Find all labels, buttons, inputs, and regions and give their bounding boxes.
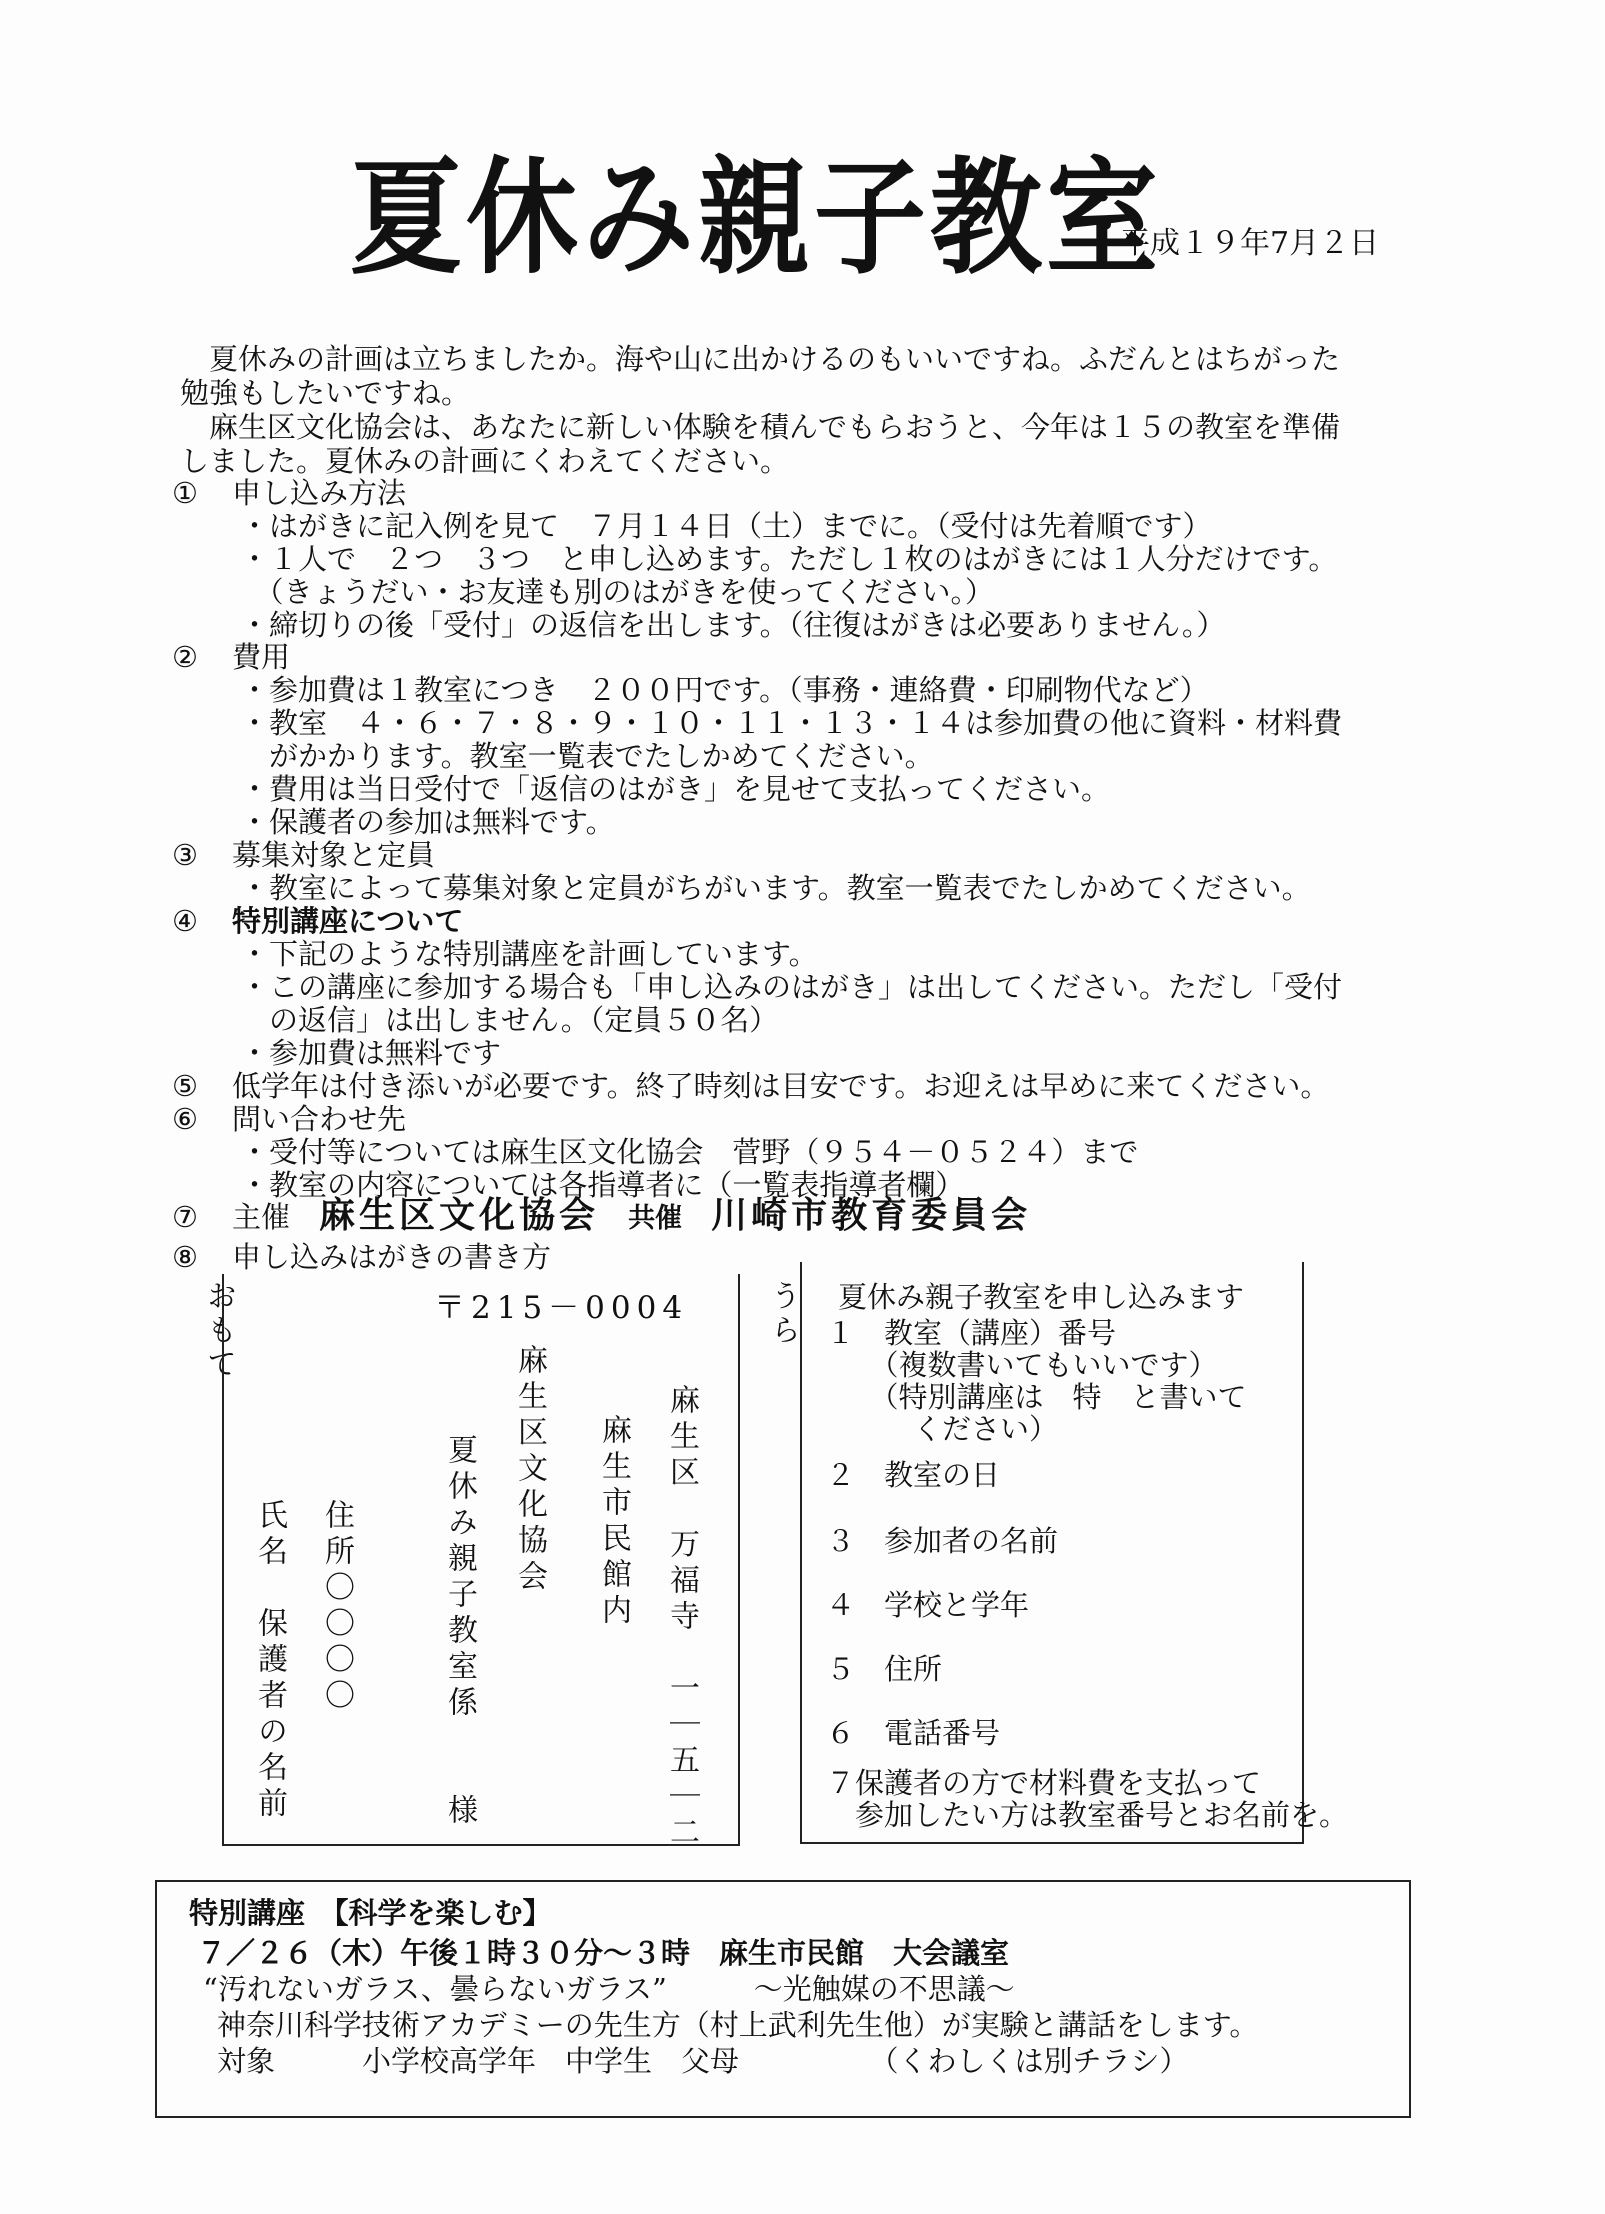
postcard-back-label: うら (765, 1280, 800, 1348)
section-title: 申し込みはがきの書き方 (232, 1240, 552, 1274)
postcard-back-heading: 夏休み親子教室を申し込みます (838, 1280, 1245, 1314)
recipient-name: 麻生区文化協会 (512, 1344, 547, 1596)
section-number: ⑦ (172, 1200, 198, 1234)
issue-date: 平成１９年7月２日 (1120, 226, 1380, 261)
section-item: ・はがきに記入例を見て ７月１４日（土）までに。（受付は先着順です） (240, 509, 1212, 543)
postcard-back-item: ３ 参加者の名前 (826, 1524, 1059, 1558)
organizer-name: 麻生区文化協会 (319, 1194, 600, 1236)
recipient-address: 麻生市民館内 (596, 1414, 631, 1630)
section-number: ② (172, 640, 198, 674)
special-lecture-description: 神奈川科学技術アカデミーの先生方（村上武利先生他）が実験と講話をします。 (217, 2008, 1259, 2042)
section-item: ・教室の内容については各指導者に（一覧表指導者欄） (240, 1168, 965, 1202)
section-2-heading (172, 640, 290, 674)
intro-line: 夏休みの計画は立ちましたか。海や山に出かけるのもいいですね。ふだんとはちがった (180, 342, 1341, 376)
co-organizer-name: 川崎市教育委員会 (711, 1194, 1032, 1236)
postcard-back-item: ５ 住所 (826, 1652, 943, 1686)
section-item: ・費用は当日受付で「返信のはがき」を見せて支払ってください。 (240, 772, 1111, 806)
postcard-front (222, 1274, 740, 1852)
special-lecture-header: 特別講座 【科学を楽しむ】 (189, 1896, 552, 1930)
page-title: 夏休み親子教室 (350, 146, 1162, 292)
postcard-back-item: （特別講座は 特 と書いて (826, 1380, 1247, 1414)
postcard-back-item: ７保護者の方で材料費を支払って (826, 1766, 1262, 1800)
section-title: 募集対象と定員 (232, 838, 436, 872)
postcard-front-label: おもて (201, 1280, 236, 1382)
section-number: ① (172, 476, 198, 510)
section-title: 特別講座について (232, 904, 464, 938)
intro-line: 麻生区文化協会は、あなたに新しい体験を積んでもらおうと、今年は１５の教室を準備 (180, 410, 1341, 444)
section-item: ・１人で ２つ ３つ と申し込めます。ただし１枚のはがきには１人分だけです。 (240, 542, 1338, 576)
postcard-back-item: ４ 学校と学年 (826, 1588, 1030, 1622)
section-item: ・教室 ４・６・７・８・９・１０・１１・１３・１４は参加費の他に資料・材料費 (240, 706, 1343, 740)
recipient-name: 夏休み親子教室係 様 (442, 1434, 477, 1830)
postal-code: 〒215－0004 (434, 1290, 689, 1326)
recipient-address: 麻生区 万福寺 一｜五｜二 (664, 1384, 699, 1852)
section-8-heading (172, 1240, 551, 1274)
section-7-heading (172, 1194, 1031, 1240)
co-organizer-label: 共催 (628, 1203, 683, 1234)
postcard-back (800, 1262, 1349, 1844)
section-item: ・この講座に参加する場合も「申し込みのはがき」は出してください。ただし「受付 (240, 970, 1343, 1004)
section-6-heading (172, 1102, 406, 1136)
postcard-back-item: （複数書いてもいいです） (826, 1348, 1218, 1382)
section-item: ・下記のような特別講座を計画しています。 (240, 937, 818, 971)
section-4-heading (172, 904, 463, 938)
section-item: ・教室によって募集対象と定員がちがいます。教室一覧表でたしかめてください。 (240, 871, 1311, 905)
postcard-back-item: ６ 電話番号 (826, 1716, 1001, 1750)
section-item: （きょうだい・お友達も別のはがきを使ってください。） (240, 575, 995, 609)
section-item: の返信」は出しません。（定員５０名） (240, 1003, 779, 1037)
special-lecture-box (155, 1880, 1411, 2118)
postcard-back-item: ２ 教室の日 (826, 1458, 1001, 1492)
organizer-label: 主催 (232, 1200, 291, 1234)
postcard-back-item: １ 教室（講座）番号 (826, 1316, 1117, 1350)
section-number: ③ (172, 838, 198, 872)
section-5-heading (172, 1069, 1329, 1103)
section-3-heading (172, 838, 435, 872)
section-item: ・締切りの後「受付」の返信を出します。（往復はがきは必要ありません。） (240, 608, 1226, 642)
section-item: ・参加費は１教室につき ２００円です。（事務・連絡費・印刷物代など） (240, 673, 1209, 707)
section-number: ⑥ (172, 1102, 198, 1136)
section-item: ・保護者の参加は無料です。 (240, 805, 615, 839)
intro-line: 勉強もしたいですね。 (180, 376, 471, 410)
postcard-back-item: ください） (826, 1412, 1059, 1446)
special-lecture-schedule: ７／２６（木）午後１時３０分～３時 麻生市民館 大会議室 (197, 1936, 1010, 1970)
section-item: ・参加費は無料です (240, 1036, 502, 1070)
special-lecture-target: 対象 小学校高学年 中学生 父母 （くわしくは別チラシ） (217, 2044, 1189, 2078)
sender-address: 住所〇〇〇〇 (319, 1499, 354, 1715)
section-title: 費用 (232, 640, 291, 674)
special-lecture-subtitle: “汚れないガラス、曇らないガラス” ～光触媒の不思議～ (203, 1972, 1015, 2006)
intro-line: しました。夏休みの計画にくわえてください。 (180, 444, 790, 478)
sender-name: 氏名 保護者の名前 (252, 1499, 287, 1823)
section-number: ⑤ (172, 1069, 198, 1103)
section-title: 問い合わせ先 (232, 1102, 407, 1136)
section-number: ⑧ (172, 1240, 198, 1274)
section-1-heading (172, 476, 406, 510)
postcard-back-item: 参加したい方は教室番号とお名前を。 (826, 1798, 1349, 1832)
section-item: ・受付等については麻生区文化協会 菅野（９５４－０５２４）まで (240, 1135, 1139, 1169)
section-title: 申し込み方法 (232, 476, 407, 510)
section-title: 低学年は付き添いが必要です。終了時刻は目安です。お迎えは早めに来てください。 (232, 1069, 1330, 1103)
section-number: ④ (172, 904, 198, 938)
section-item: がかかります。教室一覧表でたしかめてください。 (240, 739, 934, 773)
